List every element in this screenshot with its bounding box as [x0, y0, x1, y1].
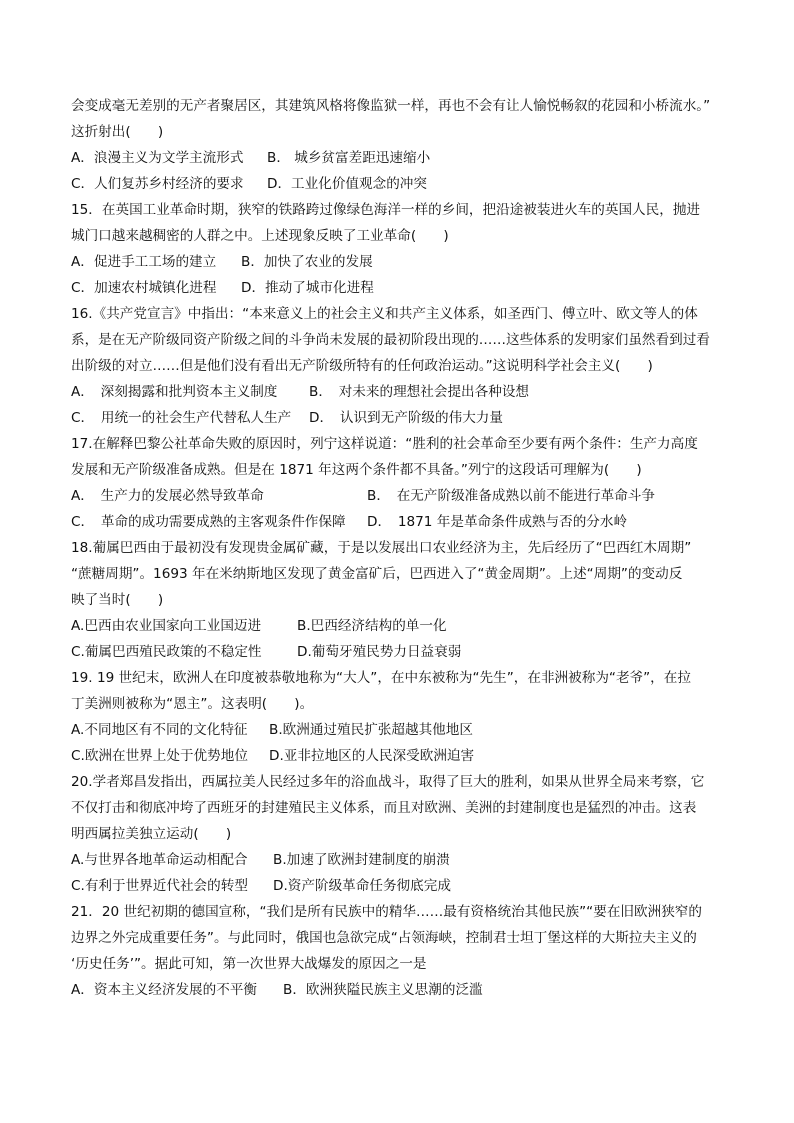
q20-stem-line3: 明西属拉美独立运动( ): [71, 826, 232, 842]
q18-option-d[interactable]: D.葡萄牙殖民势力日益衰弱: [297, 644, 462, 660]
q20-stem-line2: 不仅打击和彻底冲垮了西班牙的封建殖民主义体系，而且对欧洲、美洲的封建制度也是猛烈的冲击。这表: [71, 800, 697, 816]
q15-option-c[interactable]: C．加速农村城镇化进程: [71, 280, 217, 296]
q16-stem-line2: 系，是在无产阶级同资产阶级之间的斗争尚未发展的最初阶段出现的……这些体系的发明家们虽然看到过看: [71, 332, 710, 348]
q15-option-b[interactable]: B．加快了农业的发展: [241, 254, 373, 270]
q21-option-a[interactable]: A．资本主义经济发展的不平衡: [71, 982, 258, 998]
q14-option-d[interactable]: D．工业化价值观念的冲突: [267, 176, 427, 192]
q16-option-b[interactable]: B． 对未来的理想社会提出各种设想: [309, 384, 530, 400]
q19-option-a[interactable]: A.不同地区有不同的文化特征: [71, 722, 248, 738]
q20-option-b[interactable]: B.加速了欧洲封建制度的崩溃: [273, 852, 450, 868]
q16-option-d[interactable]: D． 认识到无产阶级的伟大力量: [309, 410, 503, 426]
q18-option-c[interactable]: C.葡属巴西殖民政策的不稳定性: [71, 644, 262, 660]
q21-stem-line3: ‘历史任务’”。据此可知，第一次世界大战爆发的原因之一是: [71, 956, 427, 972]
q20-stem-line1: 20.学者郑昌发指出，西属拉美人民经过多年的浴血战斗，取得了巨大的胜利，如果从世界全局来考察，它: [71, 774, 705, 790]
q21-stem-line1: 21．20 世纪初期的德国宣称，“我们是所有民族中的精华……最有资格统治其他民族”“要在旧欧洲狭窄的: [71, 904, 702, 920]
q17-option-c[interactable]: C． 革命的成功需要成熟的主客观条件作保障: [71, 514, 346, 530]
q14-option-c[interactable]: C．人们复苏乡村经济的要求: [71, 176, 244, 192]
q15-option-a[interactable]: A．促进手工工场的建立: [71, 254, 217, 270]
q19-option-d[interactable]: D.亚非拉地区的人民深受欧洲迫害: [269, 748, 475, 764]
q20-option-d[interactable]: D.资产阶级革命任务彻底完成: [273, 878, 451, 894]
q14-stem-line1: 会变成毫无差别的无产者聚居区，其建筑风格将像监狱一样，再也不会有让人愉悦畅叙的花园和小桥流水。”: [71, 98, 711, 114]
q19-option-b[interactable]: B.欧洲通过殖民扩张超越其他地区: [269, 722, 473, 738]
q16-option-a[interactable]: A． 深刻揭露和批判资本主义制度: [71, 384, 278, 400]
q14-stem-line2: 这折射出( ): [71, 124, 164, 140]
q17-option-b[interactable]: B． 在无产阶级准备成熟以前不能进行革命斗争: [367, 488, 655, 504]
q17-option-d[interactable]: D． 1871 年是革命条件成熟与否的分水岭: [367, 514, 628, 530]
q14-option-b[interactable]: B． 城乡贫富差距迅速缩小: [267, 150, 431, 166]
q15-stem-line1: 15．在英国工业革命时期，狭窄的铁路跨过像绿色海洋一样的乡间，把沿途被装进火车的英国人民，抛进: [71, 202, 701, 218]
q18-stem-line3: 映了当时( ): [71, 592, 164, 608]
q21-stem-line2: 边界之外完成重要任务”。与此同时，俄国也急欲完成“占领海峡，控制君士坦丁堡这样的大斯拉夫主义的: [71, 930, 697, 946]
q15-option-d[interactable]: D．推动了城市化进程: [241, 280, 374, 296]
q19-option-c[interactable]: C.欧洲在世界上处于优势地位: [71, 748, 248, 764]
q18-stem-line2: “蔗糖周期”。1693 年在米纳斯地区发现了黄金富矿后，巴西进入了“黄金周期”。上述“周期”的变动反: [71, 566, 683, 582]
q17-option-a[interactable]: A． 生产力的发展必然导致革命: [71, 488, 264, 504]
q19-stem-line2: 丁美洲则被称为“恩主”。这表明( )。: [71, 696, 314, 712]
q16-option-c[interactable]: C． 用统一的社会生产代替私人生产: [71, 410, 292, 426]
q18-option-a[interactable]: A.巴西由农业国家向工业国迈进: [71, 618, 262, 634]
q20-option-c[interactable]: C.有利于世界近代社会的转型: [71, 878, 248, 894]
q18-option-b[interactable]: B.巴西经济结构的单一化: [297, 618, 447, 634]
q17-stem-line2: 发展和无产阶级准备成熟。但是在 1871 年这两个条件都不具备。”列宁的这段话可理解为( ): [71, 462, 642, 478]
q16-stem-line3: 出阶级的对立……但是他们没有看出无产阶级所特有的任何政治运动。”这说明科学社会主义( ): [71, 358, 653, 374]
q19-stem-line1: 19. 19 世纪末，欧洲人在印度被恭敬地称为“大人”，在中东被称为“先生”，在非洲被称为“老爷”，在拉: [71, 670, 691, 686]
q16-stem-line1: 16.《共产党宣言》中指出：“本来意义上的社会主义和共产主义体系，如圣西门、傅立叶、欧文等人的体: [71, 306, 698, 322]
q15-stem-line2: 城门口越来越稠密的人群之中。上述现象反映了工业革命( ): [71, 228, 449, 244]
q18-stem-line1: 18.葡属巴西由于最初没有发现贵金属矿藏，于是以发展出口农业经济为主，先后经历了“巴西红木周期”: [71, 540, 692, 556]
q20-option-a[interactable]: A.与世界各地革命运动相配合: [71, 852, 248, 868]
q14-option-a[interactable]: A．浪漫主义为文学主流形式: [71, 150, 244, 166]
q21-option-b[interactable]: B．欧洲狭隘民族主义思潮的泛滥: [283, 982, 483, 998]
q17-stem-line1: 17.在解释巴黎公社革命失败的原因时，列宁这样说道：“胜利的社会革命至少要有两个条件：生产力高度: [71, 436, 698, 452]
